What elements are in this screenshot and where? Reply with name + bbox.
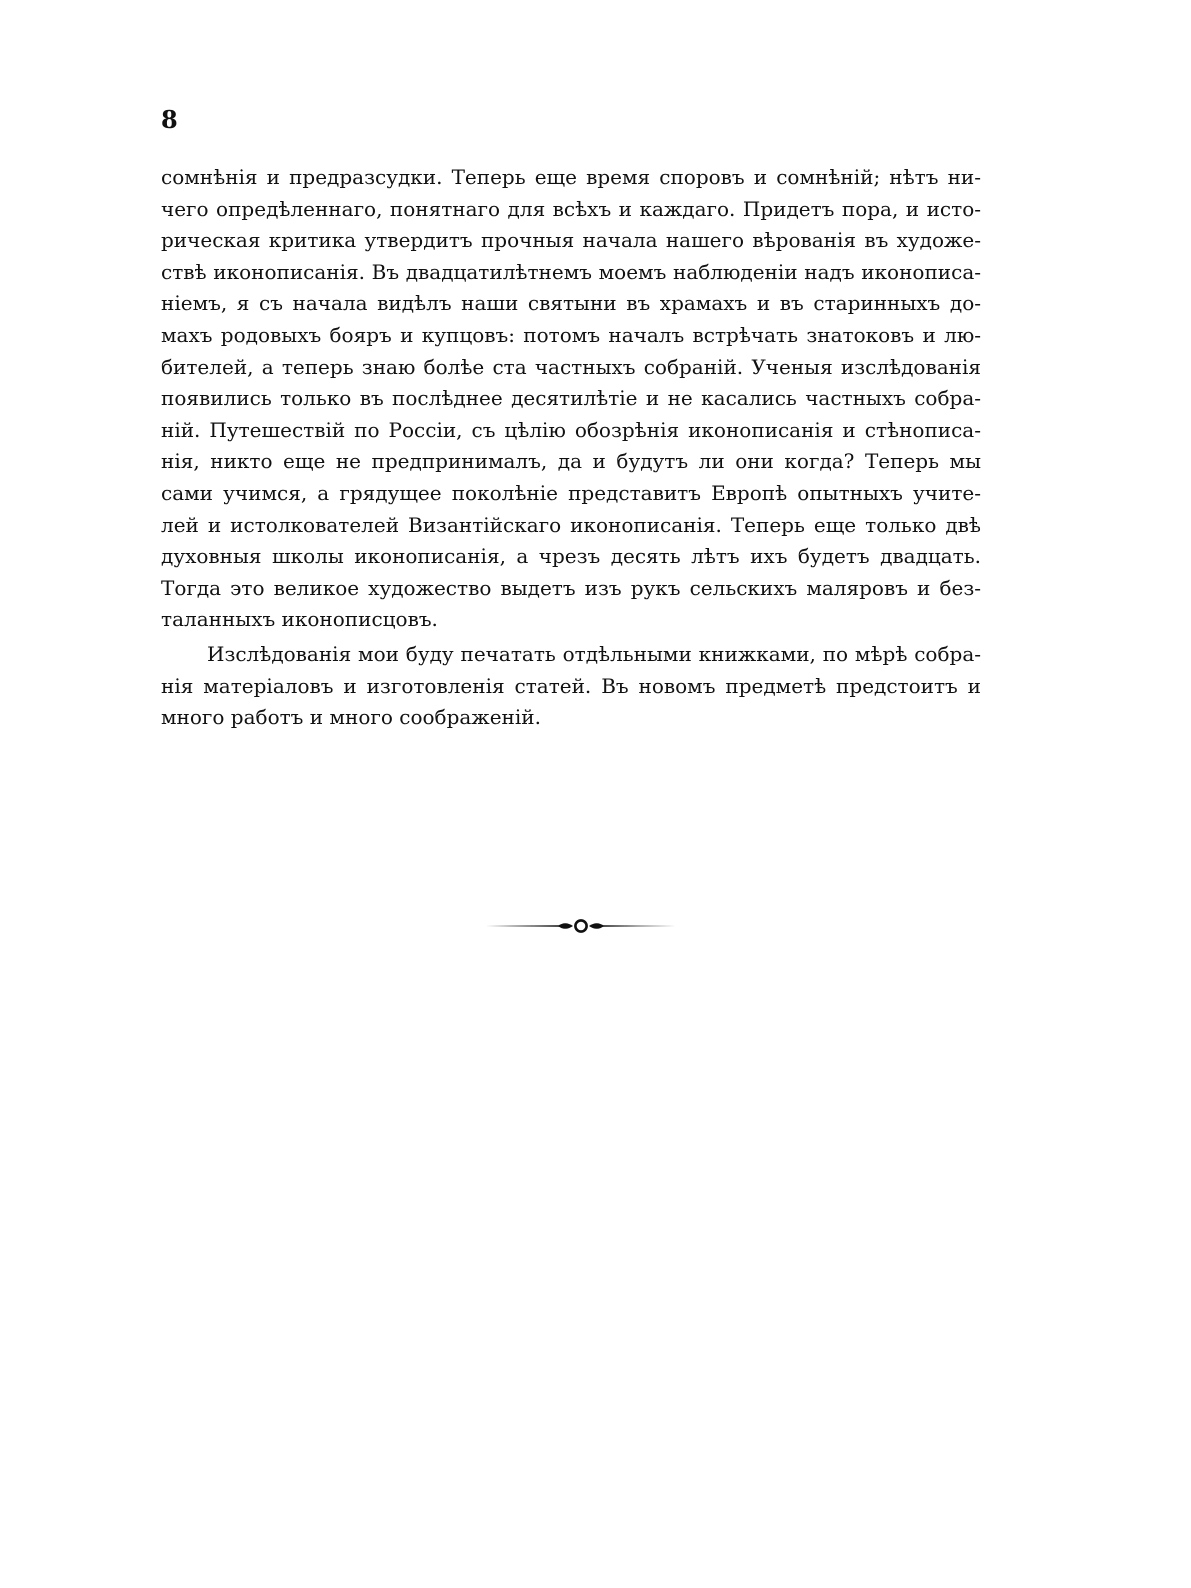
text-line: сомнѣнія и предразсудки. Теперь еще время споровъ и сомнѣній; нѣтъ ни- (161, 165, 981, 189)
text-line: махъ родовыхъ бояръ и купцовъ: потомъ началъ встрѣчать знатоковъ и лю- (161, 322, 981, 347)
text-line: духовныя школы иконописанія, а чрезъ десять лѣтъ ихъ будетъ двадцать. (161, 544, 981, 569)
text-line: Тогда это великое художество выдетъ изъ рукъ сельскихъ маляровъ и без- (161, 575, 981, 600)
text-line: чего опредѣленнаго, понятнаго для всѣхъ и каждаго. Придетъ пора, и исто- (161, 196, 981, 221)
text-line: рическая критика утвердитъ прочныя начала нашего вѣрованія въ художе- (161, 228, 981, 253)
text-line: ній. Путешествій по Россіи, съ цѣлію обозрѣнія иконописанія и стѣнописа- (161, 417, 981, 442)
paragraph (161, 162, 981, 636)
text-line: нія матеріаловъ и изготовленія статей. Въ новомъ предметѣ предстоитъ и (161, 673, 981, 698)
text-line: Изслѣдованія мои буду печатать отдѣльными книжками, по мѣрѣ собра- (207, 641, 981, 666)
paragraph (161, 639, 981, 734)
text-line: сами учимся, а грядущее поколѣніе представитъ Европѣ опытныхъ учите- (161, 480, 981, 505)
text-line: ніемъ, я съ начала видѣлъ наши святыни въ храмахъ и въ старинныхъ до- (161, 291, 981, 316)
page-number: 8 (161, 105, 178, 134)
text-line: лей и истолкователей Византійскаго иконописанія. Теперь еще только двѣ (161, 512, 981, 537)
text-line: появились только въ послѣднее десятилѣтіе и не касались частныхъ собра- (161, 386, 981, 411)
text-line: нія, никто еще не предпринималъ, да и будутъ ли они когда? Теперь мы (161, 449, 981, 474)
text-line: таланныхъ иконописцовъ. (161, 607, 438, 632)
body-text (161, 162, 981, 734)
text-line: много работъ и много соображеній. (161, 705, 541, 730)
text-line: бителей, а теперь знаю болѣе ста частныхъ собраній. Ученыя изслѣдованія (161, 354, 981, 379)
text-line: ствѣ иконописанія. Въ двадцатилѣтнемъ моемъ наблюденіи надъ иконописа- (161, 259, 981, 284)
section-end-ornament (486, 918, 676, 934)
